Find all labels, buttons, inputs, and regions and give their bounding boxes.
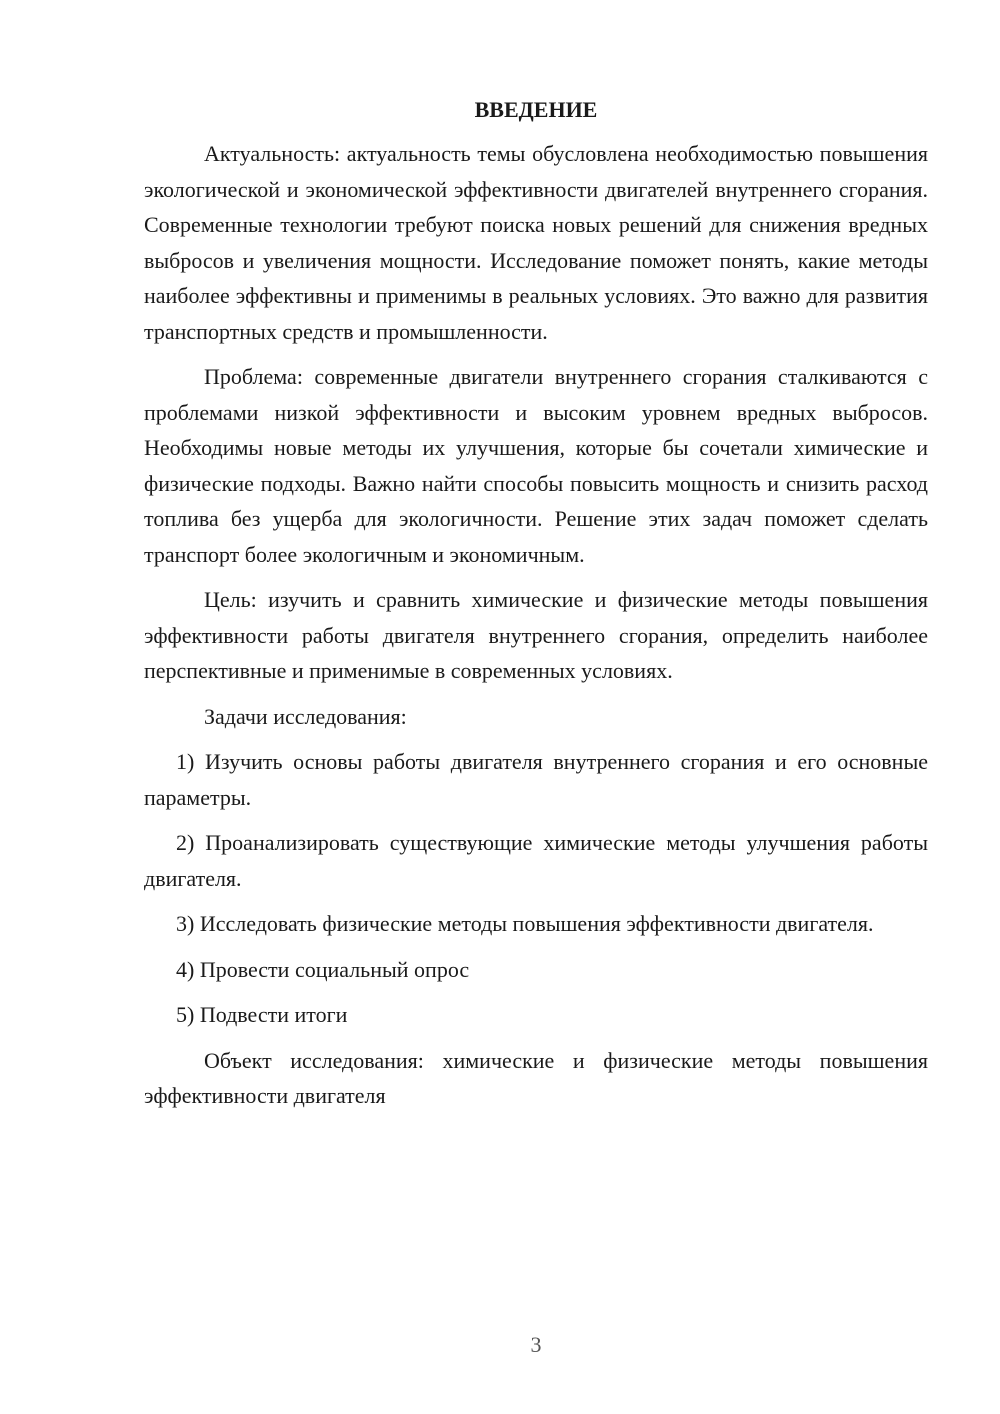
section-heading: ВВЕДЕНИЕ [474, 97, 598, 122]
object-paragraph: Объект исследования: химические и физические методы повышения эффективности двигателя [144, 1047, 928, 1108]
task-item-4: 4) Провести социальный опрос [176, 956, 470, 982]
task-item-2: 2) Проанализировать существующие химические методы улучшения работы двигателя. [144, 830, 928, 891]
task-item-3: 3) Исследовать физические методы повышения эффективности двигателя. [176, 911, 874, 936]
tasks-list [144, 744, 928, 1033]
page-number: 3 [530, 1332, 542, 1357]
tasks-title: Задачи исследования: [204, 703, 407, 729]
page-content [144, 96, 928, 1124]
goal-paragraph: Цель: изучить и сравнить химические и физические методы повышения эффективности работы двигателя внутреннего сгорания, определить наиболее перспективные и применимые в современных условиях. [144, 587, 928, 683]
problem-paragraph: Проблема: современные двигатели внутреннего сгорания сталкиваются с проблемами низкой эффективности и высоким уровнем вредных выбросов. Необходимы новые методы их улучшения, которые бы сочетали химические и физические подходы. Важно найти способы повысить мощность и снизить расход топлива без ущерба для экологичности. Решение этих задач поможет сделать транспорт более экологичным и экономичным. [144, 364, 928, 567]
task-item-1: 1) Изучить основы работы двигателя внутреннего сгорания и его основные параметры. [144, 749, 928, 810]
relevance-paragraph: Актуальность: актуальность темы обусловлена необходимостью повышения экологической и экономической эффективности двигателей внутреннего сгорания. Современные технологии требуют поиска новых решений для снижения вредных выбросов и увеличения мощности. Исследование поможет понять, какие методы наиболее эффективны и применимы в реальных условиях. Это важно для развития транспортных средств и промышленности. [144, 141, 928, 344]
task-item-5: 5) Подвести итоги [176, 1002, 348, 1027]
